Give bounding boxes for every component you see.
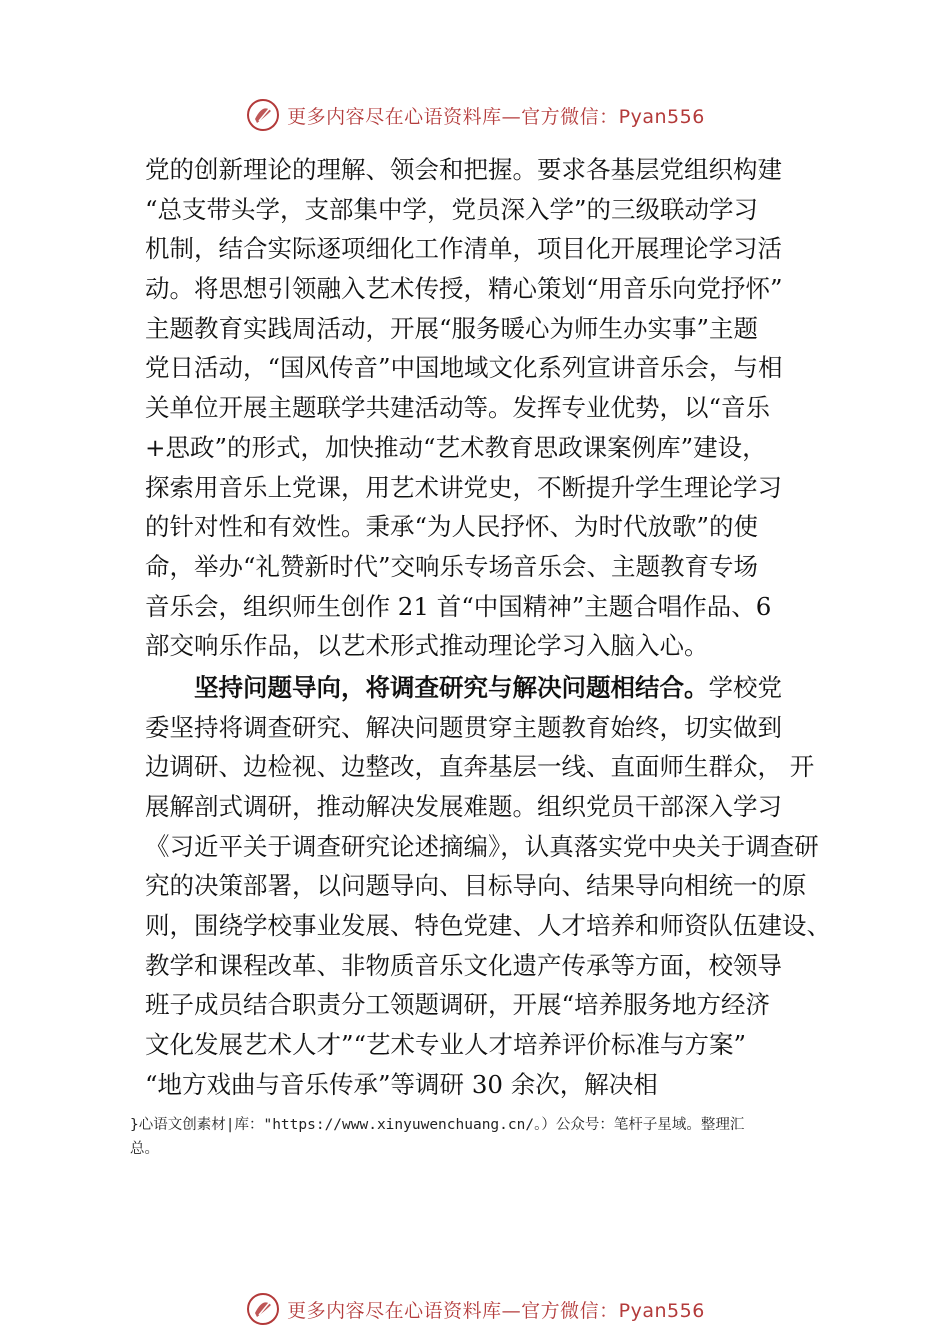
banner-text [287, 102, 705, 129]
text-line: 部交响乐作品，以艺术形式推动理论学习入脑入心。 [145, 631, 709, 661]
text-line: 边调研、边检视、边整改，直奔基层一线、直面师生群众， 开 [145, 752, 815, 782]
paragraph-2-lead-rest: 学校党 [708, 672, 782, 702]
banner-text [287, 1296, 705, 1323]
paragraph-2 [145, 708, 835, 1105]
text-line: 的针对性和有效性。秉承“为人民抒怀、为时代放歌”的使 [145, 512, 759, 542]
text-line: 展解剖式调研，推动解决发展难题。组织党员干部深入学习 [145, 792, 782, 821]
text-line: 主题教育实践周活动，开展“服务暖心为师生办实事”主题 [145, 313, 759, 343]
banner-label: 更多内容尽在心语资料库—官方微信： [287, 105, 619, 128]
source-note-line: 总。 [130, 1141, 159, 1157]
text-line: “地方戏曲与音乐传承”等调研 30 余次，解决相 [145, 1069, 658, 1099]
source-note-line: }心语文创素材|库："https://www.xinyuwenchuang.cn/。）公众号：笔杆子星域。整理汇 [130, 1117, 745, 1133]
header-banner [0, 95, 950, 135]
text-line: 音乐会，组织师生创作 21 首“中国精神”主题合唱作品、6 [145, 591, 772, 621]
text-line: 教学和课程改革、非物质音乐文化遗产传承等方面，校领导 [145, 950, 782, 980]
text-line: 《习近平关于调查研究论述摘编》，认真落实党中央关于调查研 [145, 831, 819, 861]
paragraph-2-first-line [145, 668, 835, 708]
text-line: 党的创新理论的理解、领会和把握。要求各基层党组织构建 [145, 155, 782, 184]
text-line: 命，举办“礼赞新时代”交响乐专场音乐会、主题教育专场 [145, 551, 759, 581]
wechat-id: Pyan556 [618, 105, 705, 128]
text-line: 机制，结合实际逐项细化工作清单，项目化开展理论学习活 [145, 234, 782, 264]
text-line: 文化发展艺术人才”“艺术专业人才培养评价标准与方案” [145, 1030, 747, 1060]
text-line: +思政”的形式，加快推动“艺术教育思政课案例库”建设， [145, 432, 767, 462]
wechat-id: Pyan556 [618, 1299, 705, 1322]
text-line: 班子成员结合职责分工领题调研，开展“培养服务地方经济 [145, 990, 771, 1020]
text-line: 探索用音乐上党课，用艺术讲党史，不断提升学生理论学习 [145, 472, 782, 502]
document-body [145, 150, 835, 1105]
text-line: 党日活动，“国风传音”中国地域文化系列宣讲音乐会，与相 [145, 353, 783, 383]
banner-label: 更多内容尽在心语资料库—官方微信： [287, 1299, 619, 1322]
brand-logo-icon [245, 97, 281, 133]
text-line: 动。将思想引领融入艺术传授，精心策划“用音乐向党抒怀” [145, 274, 783, 304]
text-line: 关单位开展主题联学共建活动等。发挥专业优势，以“音乐 [145, 393, 771, 423]
text-line: “总支带头学，支部集中学，党员深入学”的三级联动学习 [145, 194, 759, 224]
paragraph-2-lead: 坚持问题导向，将调查研究与解决问题相结合。 [194, 672, 709, 702]
text-line: 则，围绕学校事业发展、特色党建、人才培养和师资队伍建设、 [145, 911, 831, 941]
text-line: 究的决策部署，以问题导向、目标导向、结果导向相统一的原 [145, 871, 807, 901]
brand-logo-icon [245, 1291, 281, 1327]
text-line: 委坚持将调查研究、解决问题贯穿主题教育始终，切实做到 [145, 712, 782, 742]
paragraph-1 [145, 150, 835, 666]
footer-banner [0, 1289, 950, 1329]
source-note [130, 1113, 850, 1161]
